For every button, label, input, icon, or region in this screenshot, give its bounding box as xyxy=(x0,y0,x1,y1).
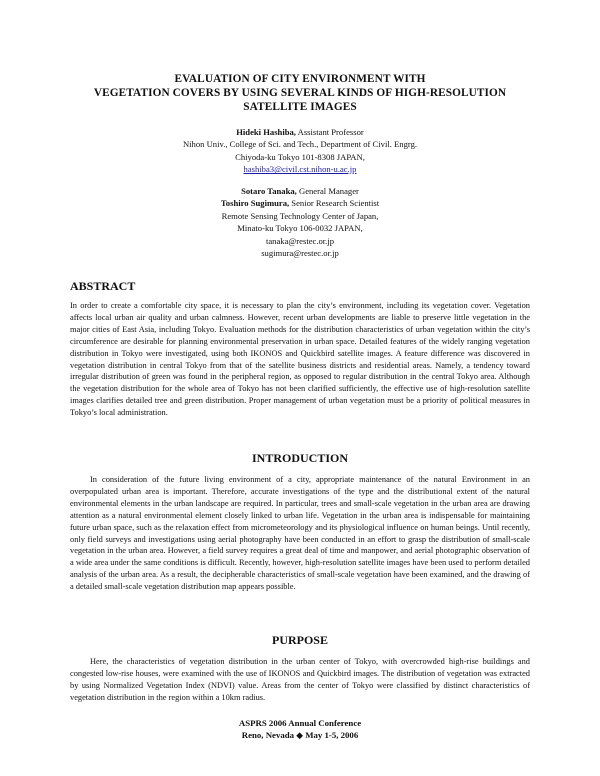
abstract-paragraph: In order to create a comfortable city space, it is necessary to plan the city’s environment, including its vegetation cover. Vegetation affects local urban air quality and urban calmness. However, recent urban developments are liable to preserve little vegetation in the major cities of East Asia, including Tokyo. Evaluation methods for the distribution characteristics of urban vegetation within the city’s circumference are desirable for planning environmental preservation in urban space. Detailed features of the widely ranging vegetation distribution in Tokyo were investigated, using both IKONOS and Quickbird satellite images. A feature difference was discovered in vegetation distribution in central Tokyo from that of the satellite business districts and residential areas. Namely, a tendency toward irregular distribution of green was found in the peripheral region, as opposed to regular distribution in the central Tokyo area. Although the vegetation distribution for the whole area of Tokyo has not been clarified sufficiently, the effective use of high-resolution satellite images clarifies detailed tree and green distribution. Proper management of urban vegetation must be a priority of political measures in Tokyo’s local administration. xyxy=(70,301,530,418)
author-2-affiliation: Remote Sensing Technology Center of Japan, xyxy=(221,210,379,221)
page-footer xyxy=(60,718,540,741)
author-block-2 xyxy=(60,185,540,259)
purpose-heading: PURPOSE xyxy=(271,633,328,647)
author-3-line xyxy=(60,197,540,209)
author-2-line xyxy=(60,185,540,197)
author-1-line xyxy=(60,126,540,138)
author-1-name: Hideki Hashiba, xyxy=(236,127,296,137)
author-2-email: tanaka@restec.or.jp xyxy=(265,235,335,246)
footer-conference: ASPRS 2006 Annual Conference xyxy=(238,718,362,728)
author-block-1 xyxy=(60,126,540,176)
title-line-2: VEGETATION COVERS BY USING SEVERAL KINDS OF HIGH-RESOLUTION xyxy=(93,87,507,99)
author-1-role: Assistant Professor xyxy=(295,127,364,137)
title-line-3: SATELLITE IMAGES xyxy=(243,101,357,113)
paper-title xyxy=(60,72,540,114)
title-line-1: EVALUATION OF CITY ENVIRONMENT WITH xyxy=(174,73,426,85)
author-1-affiliation: Nihon Univ., College of Sci. and Tech., Department of Civil. Engrg. xyxy=(182,139,418,150)
abstract-heading: ABSTRACT xyxy=(70,279,136,293)
author-1-address: Chiyoda-ku Tokyo 101-8308 JAPAN, xyxy=(235,151,365,162)
introduction-heading: INTRODUCTION xyxy=(251,451,348,465)
purpose-paragraph: Here, the characteristics of vegetation distribution in the urban center of Tokyo, with overcrowded high-rise buildings and congested low-rise houses, were examined with the use of IKONOS and Quickbird images. The distribution of vegetation was extracted by using Normalized Vegetation Index (NDVI) value. Areas from the center of Tokyo were classified by distinct characteristics of vegetation distribution in the region within a 10km radius. xyxy=(70,657,530,702)
footer-location: Reno, Nevada ◆ May 1-5, 2006 xyxy=(241,729,359,740)
author-3-role: Senior Research Scientist xyxy=(289,198,380,209)
author-3-name: Toshiro Sugimura, xyxy=(220,198,290,209)
introduction-paragraph: In consideration of the future living environment of a city, appropriate maintenance of the natural Environment in an overpopulated urban area is important. Therefore, accurate investigations of the type and the distributional extent of the natural environmental elements in the urban landscape are required. In particular, trees and small-scale vegetation in the urban area are drawing attention as a natural environmental element closely linked to urban life. Vegetation in the urban area is indispensable for maintaining future urban space, such as the relaxation effect from micrometeorology and its physiological influence on human beings. Until recently, only field surveys and investigations using aerial photography have been conducted in an effort to grasp the distribution of small-scale vegetation in the urban area. However, a field survey requires a great deal of time and manpower, and aerial photographic observation of a wide area under the same conditions is difficult. Recently, however, high-resolution satellite images have been used to perform detailed analysis of the urban area. As a result, the decipherable characteristics of small-scale vegetation have been examined, and the drawing of a detailed small-scale vegetation distribution map appears possible. xyxy=(70,475,530,592)
author-2-address: Minato-ku Tokyo 106-0032 JAPAN, xyxy=(237,223,363,234)
author-3-email: sugimura@restec.or.jp xyxy=(261,248,339,259)
author-2-role: General Manager xyxy=(296,186,359,196)
author-2-name: Sotaro Tanaka, xyxy=(241,186,297,196)
author-1-email-link[interactable]: hashiba3@civil.cst.nihon-u.ac.jp xyxy=(243,164,357,175)
